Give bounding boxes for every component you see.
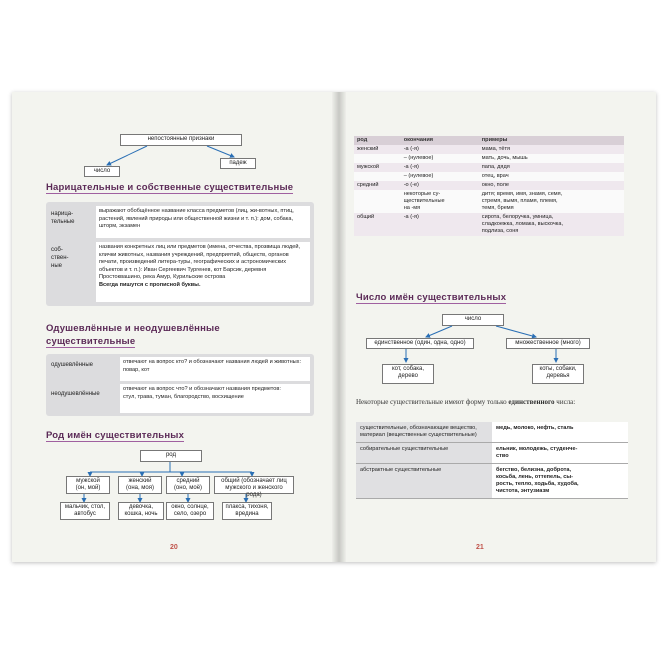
table-row bbox=[356, 422, 628, 443]
cell-example: мама, тётя bbox=[479, 145, 624, 154]
paragraph-text: Некоторые существительные имеют форму только единственного числа: bbox=[356, 398, 576, 406]
col-header-gender: род bbox=[354, 136, 401, 145]
gender-masc: мужской (он, мой) bbox=[66, 476, 110, 494]
diagram-top-box: непостоянные признаки bbox=[120, 134, 242, 146]
cell-gender: средний bbox=[354, 181, 401, 190]
example-masc: мальчик, стол, автобус bbox=[60, 502, 110, 520]
cell-ending: -а (-я) bbox=[401, 145, 479, 154]
table-row bbox=[356, 464, 628, 499]
cell-example: дитя; время, имя, знамя, семя, стремя, вымя, пламя, племя, темя, бремя bbox=[479, 190, 624, 213]
heading-number-text: Число имён существительных bbox=[356, 292, 507, 303]
animate-table bbox=[46, 354, 314, 416]
def-proper bbox=[96, 242, 310, 302]
gender-fem: женский (она, моя) bbox=[118, 476, 162, 494]
cell-ending: -а (-я) bbox=[401, 163, 479, 172]
heading-gender-text: Род имён существительных bbox=[46, 430, 185, 441]
example-plural: коты, собаки, деревья bbox=[532, 364, 584, 384]
cell-example: папа, дядя bbox=[479, 163, 624, 172]
cell-category: абстрактные существительные bbox=[356, 464, 492, 499]
cell-example: мать, дочь, мышь bbox=[479, 154, 624, 163]
cell-example: сирота, белоручка, умница, сладкоежка, ломака, выскочка, подлиза, соня bbox=[479, 213, 624, 236]
page-number-left: 20 bbox=[170, 544, 178, 551]
def-animate: отвечают на вопрос кто? и обозначают названия людей и животных: повар, кот bbox=[120, 357, 310, 381]
cell-ending: -а (-я) bbox=[401, 213, 479, 236]
cell-gender: женский bbox=[354, 145, 401, 154]
term-inanimate: неодушевлённые bbox=[51, 391, 100, 397]
cell-ending: некоторые су- ществительные на -мя bbox=[401, 190, 479, 213]
cell-gender: мужской bbox=[354, 163, 401, 172]
number-singular: единственное (один, одна, одно) bbox=[366, 338, 474, 349]
term-animate: одушевлённые bbox=[51, 362, 94, 368]
example-singular: кот, собака, дерево bbox=[382, 364, 434, 384]
diagram-box-number: число bbox=[84, 166, 120, 177]
gender-neut: средний (оно, моё) bbox=[166, 476, 210, 494]
open-book bbox=[12, 92, 656, 562]
heading-animate-line1: Одушевлённые и неодушевлённые bbox=[46, 323, 220, 334]
right-page bbox=[346, 92, 656, 562]
term-common: нарица- тельные bbox=[51, 211, 75, 225]
example-neut: окно, солнце, село, озеро bbox=[166, 502, 214, 520]
cell-examples: медь, молоко, нефть, сталь bbox=[492, 422, 628, 443]
cell-ending: – (нулевое) bbox=[401, 154, 479, 163]
def-common: выражают обобщённое название класса предметов (лиц, жи-вотных, птиц, растений, явлений природы или общественной жизни и т. п.): дом, собака, шторм, экзамен bbox=[96, 206, 310, 238]
heading-animate-line2: существительные bbox=[46, 336, 136, 347]
paragraph-bold: единственного bbox=[508, 398, 555, 406]
def-proper-rule: Всегда пишутся с прописной буквы. bbox=[99, 281, 201, 288]
term-proper: соб- ствен- ные bbox=[51, 247, 69, 269]
heading-animate bbox=[46, 322, 220, 348]
cell-example: отец, врач bbox=[479, 172, 624, 181]
gender-top-box: род bbox=[140, 450, 202, 462]
book-spine bbox=[332, 92, 346, 562]
cell-category: существительные, обозначающие вещество, материал (вещественные существительные) bbox=[356, 422, 492, 443]
singular-only-table bbox=[356, 422, 628, 499]
singular-only-paragraph bbox=[356, 398, 628, 407]
cell-examples: ельник, молодежь, студенче- ство bbox=[492, 443, 628, 464]
diagram-box-case: падеж bbox=[220, 158, 256, 169]
example-common: плакса, тихоня, вредина bbox=[222, 502, 272, 520]
heading-gender bbox=[46, 430, 184, 441]
left-page bbox=[12, 92, 332, 562]
number-top-box: число bbox=[442, 314, 504, 326]
cell-examples: бегство, белизна, доброта, косьба, лень, оттепель, сы- рость, тепло, ходьба, худоба, чистота, энтузиазм bbox=[492, 464, 628, 499]
col-header-endings: окончания bbox=[401, 136, 479, 145]
def-inanimate: отвечают на вопрос что? и обозначают названия предметов: стул, трава, туман, благородство, восхищение bbox=[120, 384, 310, 413]
heading-common-proper-text: Нарицательные и собственные существительные bbox=[46, 182, 294, 193]
cell-category: собирательные существительные bbox=[356, 443, 492, 464]
example-fem: девочка, кошка, ночь bbox=[118, 502, 164, 520]
number-plural: множественное (много) bbox=[506, 338, 590, 349]
cell-example: окно, поле bbox=[479, 181, 624, 190]
cell-ending: – (нулевое) bbox=[401, 172, 479, 181]
gender-common: общий (обозначает лиц мужского и женского рода) bbox=[214, 476, 294, 494]
cell-gender: общий bbox=[354, 213, 401, 236]
heading-common-proper bbox=[46, 182, 293, 193]
common-proper-table bbox=[46, 202, 314, 306]
cell-ending: -о (-е) bbox=[401, 181, 479, 190]
table-row bbox=[356, 443, 628, 464]
col-header-examples: примеры bbox=[479, 136, 624, 145]
def-proper-text: названия конкретных лиц или предметов (имена, отчества, прозвища людей, клички животных, названия учреждений, предприятий, обществ, органов печати, произведений литера-туры, географических и астрономических объектов и т. п.): Иван Сергеевич Тургенев, кот Барсик, деревня Простоквашино, река Амур, Курильские острова bbox=[99, 244, 301, 280]
page-number-right: 21 bbox=[476, 544, 484, 551]
